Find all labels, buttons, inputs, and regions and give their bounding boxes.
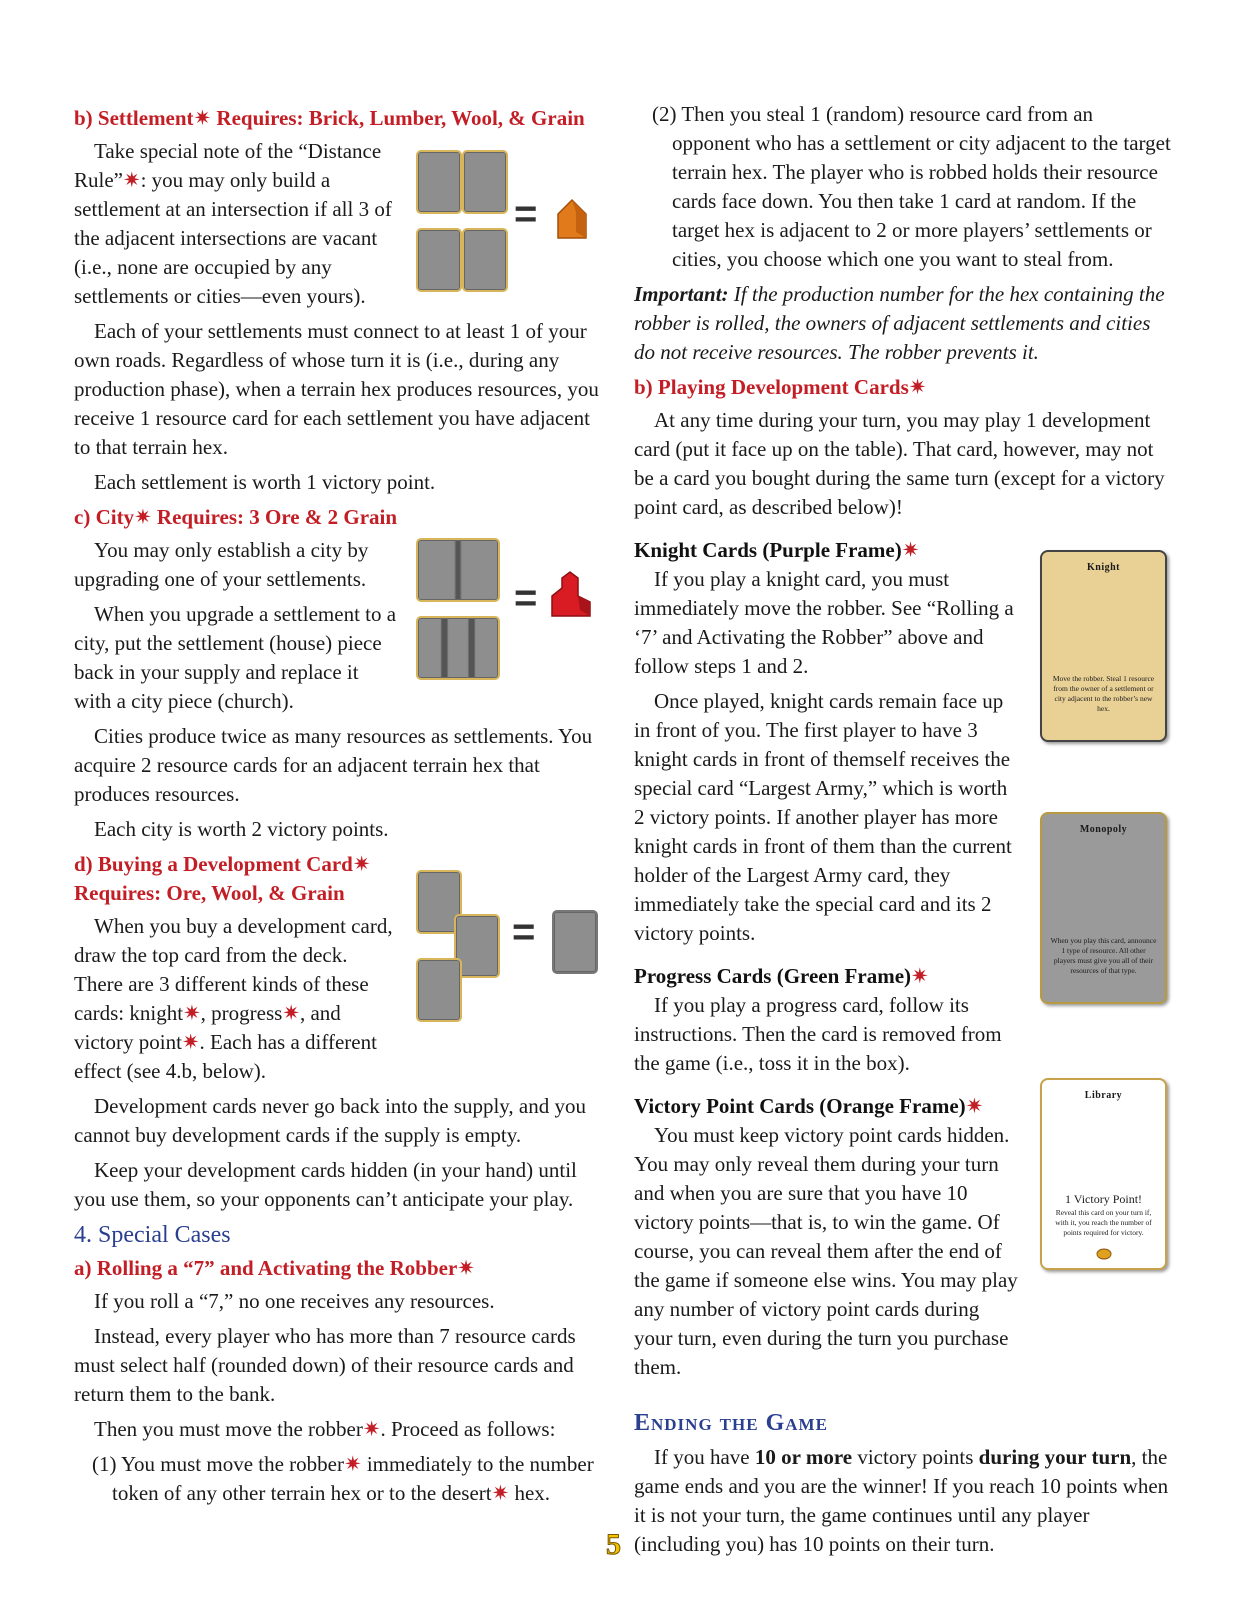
equals-icon: = [512,910,536,954]
robber-paragraph-2: Instead, every player who has more than 7 resource cards must select half (rounded down) of their resource cards and return them to the bank. [74,1324,576,1406]
ending-paragraph: If you have 10 or more victory points during your turn, the game ends and you are the winner! If you reach 10 points when it is not your turn, the game continues until any player (including you) has 10 points on their turn. [634,1445,1169,1556]
equals-icon: = [514,576,538,620]
knight-heading: Knight Cards (Purple Frame)✷ [634,538,920,562]
victory-point-icon [1096,1248,1112,1260]
library-card-vp: 1 Victory Point! [1064,1192,1143,1206]
star-icon: ✷ [193,106,212,130]
dev-heading: d) Buying a Development Card✷ [74,852,371,876]
star-icon: ✷ [491,1481,510,1505]
star-icon: ✷ [134,505,152,529]
left-column [74,100,606,1514]
ore-cards-icon [416,616,500,680]
knight-card-text: Move the robber. Steal 1 resource from the owner of a settlement or city adjacent to the robber’s new hex. [1052,674,1155,713]
dev-requires: Requires: Ore, Wool, & Grain [74,881,345,905]
dev-paragraph-2: Development cards never go back into the supply, and you cannot buy development cards if the supply is empty. [74,1094,587,1147]
progress-heading: Progress Cards (Green Frame)✷ [634,964,929,988]
monopoly-card [1040,812,1167,1004]
resource-card-icon [416,150,462,214]
star-icon: ✷ [181,1030,200,1054]
star-icon: ✷ [908,375,927,399]
city-paragraph-1: You may only establish a city by upgrading one of your settlements. [74,538,369,591]
library-card-title: Library [1084,1090,1123,1101]
ending-heading: Ending the Game [634,1410,828,1436]
city-paragraph-2: When you upgrade a settlement to a city, put the settlement (house) piece back in your supply and replace it with a city piece (church). [74,602,397,713]
resource-card-icon [416,228,462,292]
library-card [1040,1078,1167,1270]
knight-paragraph-1: If you play a knight card, you must immediately move the robber. See “Rolling a ‘7’ and Activating the Robber” above and follow steps 1 and 2. [634,567,1014,678]
dev-card-cost-figure [416,870,596,1030]
star-icon: ✷ [362,1417,381,1441]
star-icon: ✷ [901,538,920,562]
robber-heading: a) Rolling a “7” and Activating the Robber✷ [74,1256,475,1280]
star-icon: ✷ [343,1452,362,1476]
settlement-paragraph-1: Take special note of the “Distance Rule”✷: you may only build a settlement at an intersection if all 3 of the adjacent intersections are vacant (i.e., none are occupied by any settlements or cities—even yours). [74,139,392,308]
star-icon: ✷ [282,1001,300,1025]
playing-dev-paragraph: At any time during your turn, you may play 1 development card (put it face up on the table). That card, however, may not be a card you bought during the same turn (except for a victory point card, as described below)! [634,408,1165,519]
robber-step-2: (2) Then you steal 1 (random) resource card from an opponent who has a settlement or city adjacent to the target terrain hex. The player who is robbed holds their resource cards face down. You then take 1 card at random. If the target hex is adjacent to 2 or more players’ settlements or cities, you choose which one you want to steal from. [652,102,1171,271]
robber-step-1: (1) You must move the robber✷ immediately to the number token of any other terrain hex or to the desert✷ hex. [92,1452,594,1505]
city-paragraph-3: Cities produce twice as many resources as settlements. You acquire 2 resource cards for an adjacent terrain hex that produces resources. [74,724,593,806]
equals-icon: = [514,192,538,236]
city-piece-icon [548,570,594,620]
resource-card-icon [462,228,508,292]
star-icon: ✷ [457,1256,475,1280]
resource-card-icon [462,150,508,214]
vp-paragraph: You must keep victory point cards hidden. You may only reveal them during your turn and when you are sure that you have 10 victory points—that is, to win the game. Of course, you can reveal them after the end of the game if someone else wins. You may play any number of victory point cards during your turn, even during the turn you purchase them. [634,1123,1018,1379]
playing-dev-heading: b) Playing Development Cards✷ [634,375,927,399]
settlement-cost-figure [416,150,596,300]
monopoly-card-title: Monopoly [1079,824,1128,835]
robber-paragraph-1: If you roll a “7,” no one receives any resources. [94,1289,495,1313]
dev-paragraph-1: When you buy a development card, draw the top card from the deck. There are 3 different kinds of these cards: knight✷, progress✷, and victory point✷. Each has a different effect (see 4.b, below). [74,914,393,1083]
knight-paragraph-2: Once played, knight cards remain face up in front of you. The first player to have 3 knight cards in front of themself receives the special card “Largest Army,” which is worth 2 victory points. If another player has more knight cards in front of them than the current holder of the Largest Army card, they immediately take the special card and its 2 victory points. [634,689,1012,945]
dev-paragraph-3: Keep your development cards hidden (in your hand) until you use them, so your opponents can’t anticipate your play. [74,1158,577,1211]
progress-paragraph: If you play a progress card, follow its instructions. Then the card is removed from the game (i.e., toss it in the box). [634,993,1002,1075]
star-icon: ✷ [352,852,371,876]
settlement-piece-icon [552,196,592,242]
special-cases-heading: 4. Special Cases [74,1222,231,1248]
page-number: 5 [606,1528,621,1561]
vp-heading: Victory Point Cards (Orange Frame)✷ [634,1094,984,1118]
monopoly-card-text: When you play this card, announce 1 type of resource. All other players must give you all of their resources of that type. [1050,936,1157,975]
robber-paragraph-3: Then you must move the robber✷. Proceed as follows: [94,1417,556,1441]
grain-cards-icon [416,538,500,602]
star-icon: ✷ [965,1094,984,1118]
settlement-paragraph-3: Each settlement is worth 1 victory point. [94,470,436,494]
star-icon: ✷ [911,964,929,988]
library-card-text: Reveal this card on your turn if, with it, you reach the number of points required for victory. [1055,1208,1152,1237]
city-heading: c) City✷ Requires: 3 Ore & 2 Grain [74,505,398,529]
city-cost-figure [416,538,596,688]
development-card-icon [552,910,598,974]
grain-card-icon [416,958,462,1022]
star-icon: ✷ [122,168,141,192]
settlement-paragraph-2: Each of your settlements must connect to at least 1 of your own roads. Regardless of whose turn it is (i.e., during any production phase), when a terrain hex produces resources, you receive 1 resource card for each settlement you have adjacent to that terrain hex. [74,319,599,459]
important-note: Important: If the production number for the hex containing the robber is rolled, the owners of adjacent settlements and cities do not receive resources. The robber prevents it. [634,282,1165,364]
knight-card-title: Knight [1086,562,1120,573]
knight-card [1040,550,1167,742]
settlement-heading: b) Settlement✷ Requires: Brick, Lumber, Wool, & Grain [74,106,585,130]
star-icon: ✷ [183,1001,201,1025]
city-paragraph-4: Each city is worth 2 victory points. [94,817,389,841]
